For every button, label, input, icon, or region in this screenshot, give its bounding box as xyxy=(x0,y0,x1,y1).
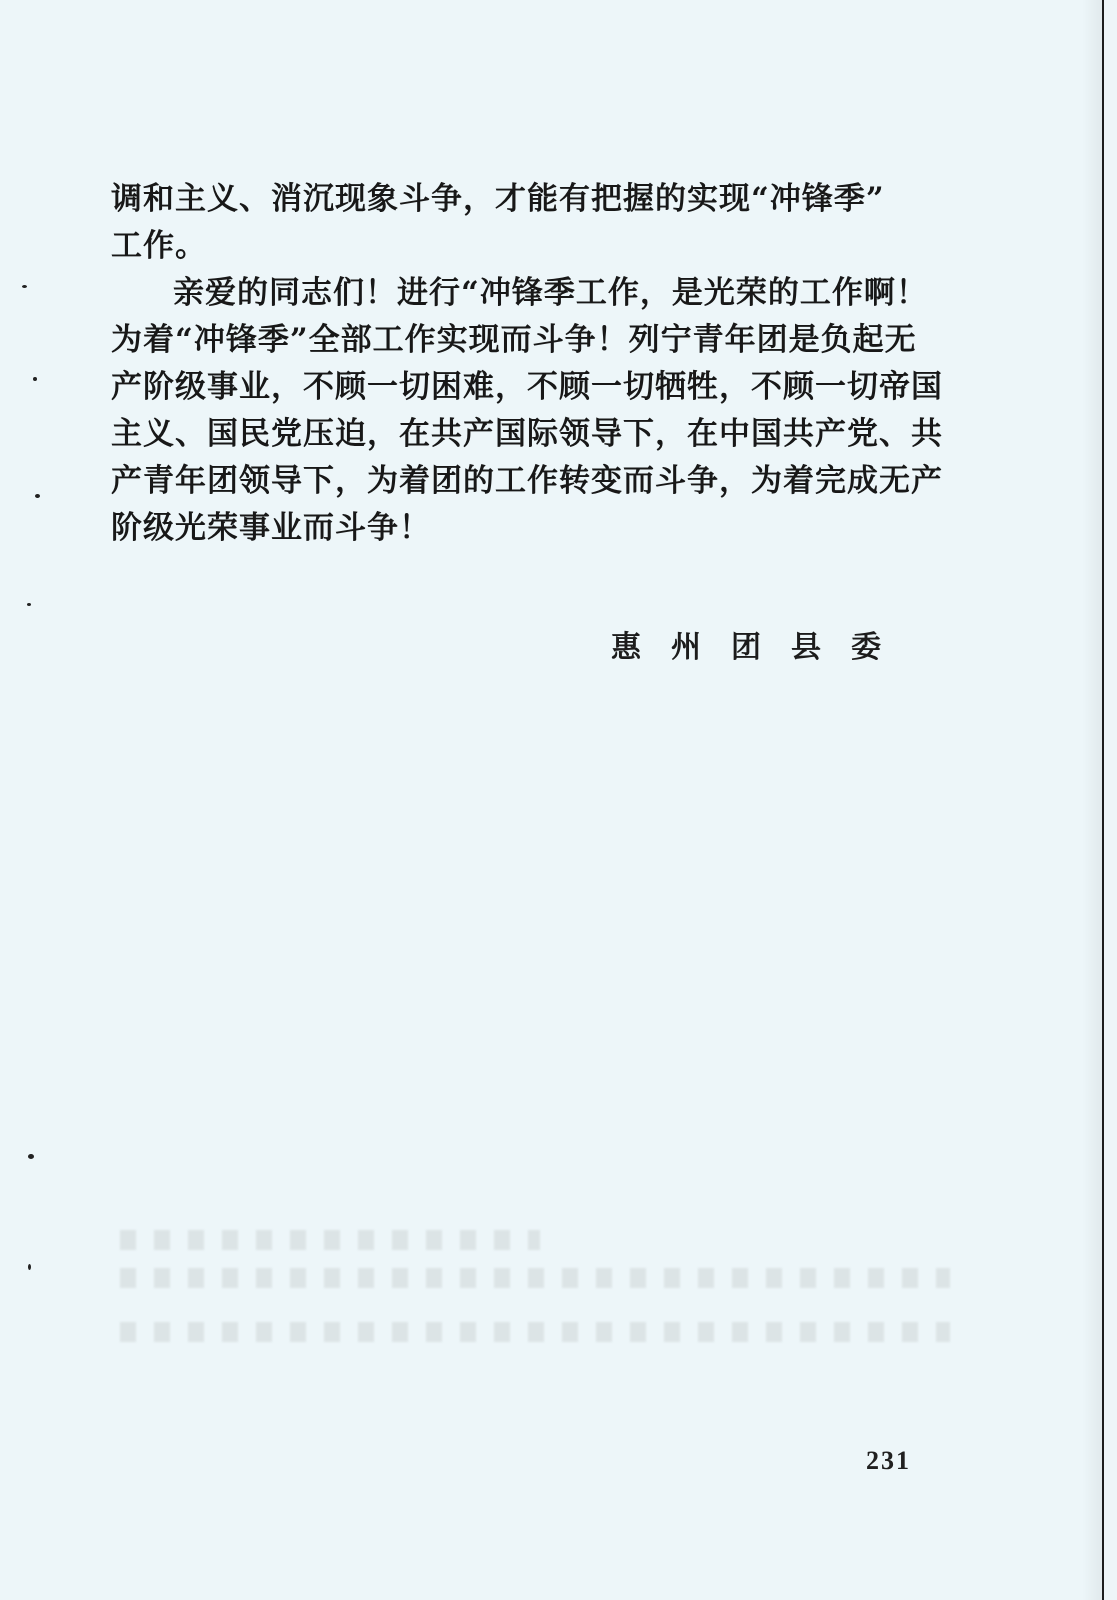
margin-speck-6 xyxy=(28,1264,31,1270)
body-text xyxy=(111,176,971,552)
faint-bleed-through-3 xyxy=(120,1322,950,1342)
faint-bleed-through-1 xyxy=(120,1230,540,1250)
signature: 惠州团县委 xyxy=(611,630,911,665)
text-line-7: 产青年团领导下，为着团的工作转变而斗争，为着完成无产 xyxy=(111,463,943,499)
margin-speck-3 xyxy=(35,494,40,498)
text-line-3: 亲爱的同志们！进行“冲锋季工作，是光荣的工作啊！ xyxy=(173,275,928,311)
faint-bleed-through-2 xyxy=(120,1268,950,1288)
margin-speck-4 xyxy=(27,603,31,606)
page-number: 231 xyxy=(866,1446,911,1475)
margin-speck-5 xyxy=(28,1154,34,1159)
text-line-5: 产阶级事业，不顾一切困难，不顾一切牺牲，不顾一切帝国 xyxy=(111,369,943,405)
margin-speck-1 xyxy=(22,285,27,288)
text-line-8: 阶级光荣事业而斗争！ xyxy=(111,510,431,546)
margin-speck-2 xyxy=(33,377,37,381)
text-line-4: 为着“冲锋季”全部工作实现而斗争！列宁青年团是负起无 xyxy=(111,322,917,358)
text-line-1: 调和主义、消沉现象斗争，才能有把握的实现“冲锋季” xyxy=(111,181,885,217)
text-line-6: 主义、国民党压迫，在共产国际领导下，在中国共产党、共 xyxy=(111,416,943,452)
page-edge-shadow xyxy=(1082,0,1102,1600)
text-line-2: 工作。 xyxy=(111,228,207,264)
